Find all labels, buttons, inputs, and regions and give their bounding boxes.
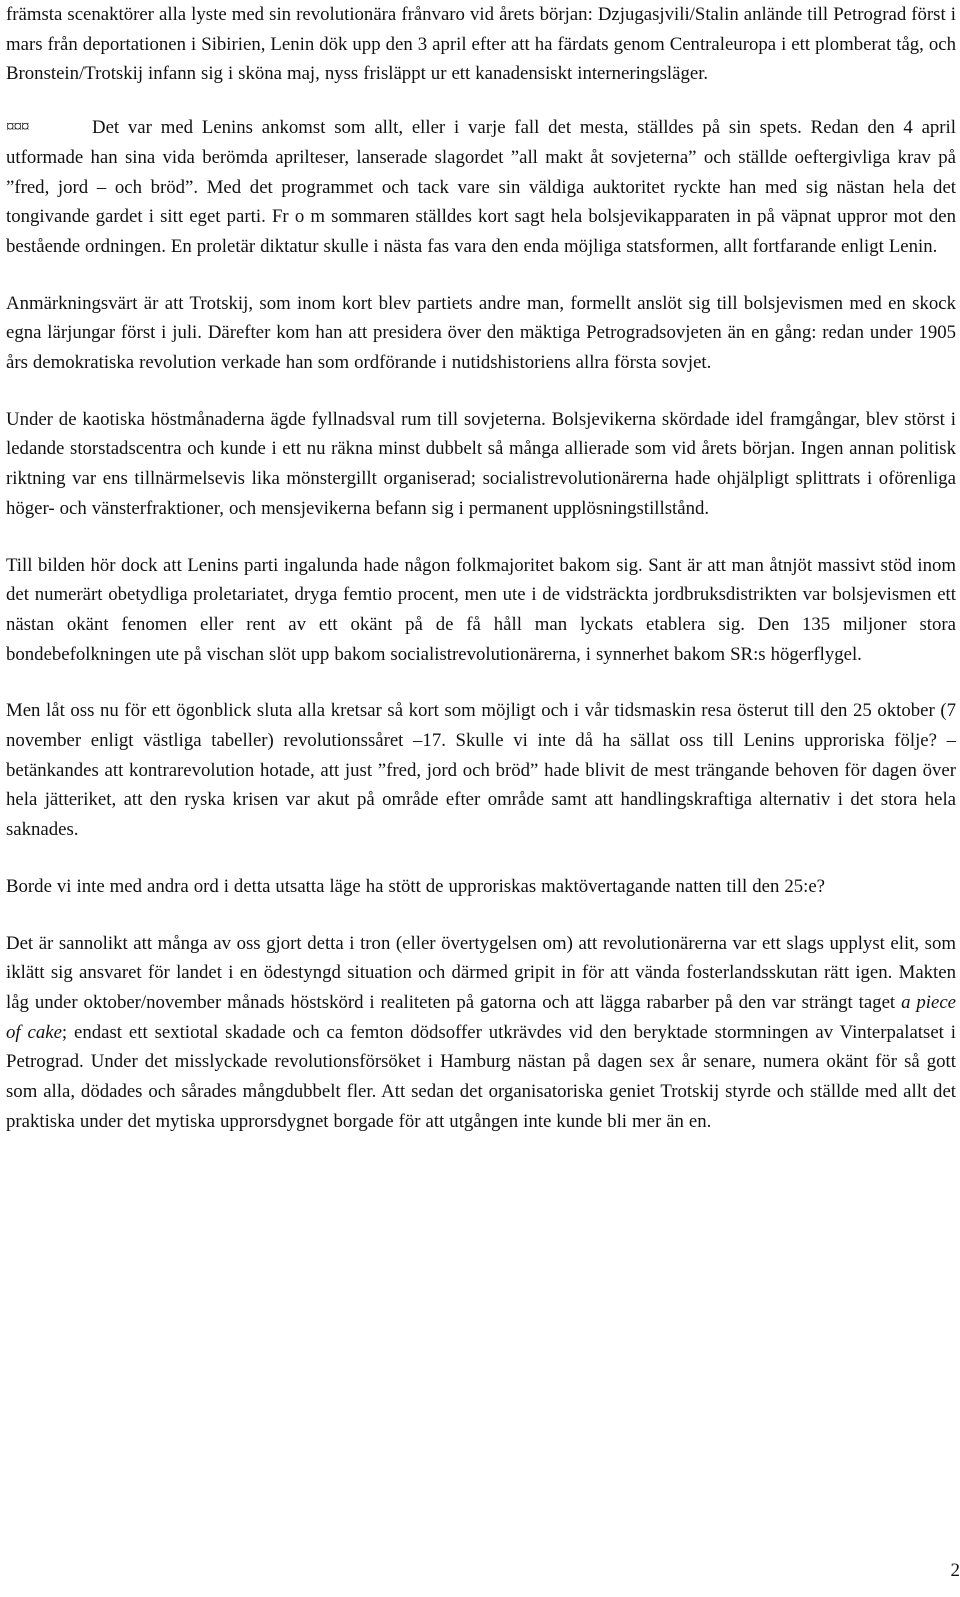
paragraph-6: Men låt oss nu för ett ögonblick sluta alla kretsar så kort som möjligt och i vår tidsmaskin resa österut till den 25 oktober (7 november enligt västliga tabeller) revolutionssåret –17. Skulle vi inte då ha sällat oss till Lenins upproriska följe? – betänkandes att kontrarevolution hotade, att just ”fred, jord och bröd” hade blivit de mest trängande behoven för dagen över hela jätteriket, att den ryska krisen var akut på område efter område samt att handlingskraftiga alternativ i det stora hela saknades. xyxy=(6,700,956,841)
section-ornament-icon: ¤¤¤ xyxy=(6,117,29,137)
paragraph-3: Anmärkningsvärt är att Trotskij, som inom kort blev partiets andre man, formellt anslöt sig till bolsjevismen med en skock egna lärjungar först i juli. Därefter kom han att presidera över den mäktiga Petrogradsovjeten än en gång: redan under 1905 års demokratiska revolution verkade han som ordförande i nutidshistoriens allra första sovjet. xyxy=(6,292,956,374)
page-number: 2 xyxy=(950,1560,960,1581)
paragraph-5: Till bilden hör dock att Lenins parti ingalunda hade någon folkmajoritet bakom sig. Sant är att man åtnjöt massivt stöd inom det numerärt obetydliga proletariatet, dryga femtio procent, men ute i de vidsträckta jordbruksdistrikten var bolsjevismen ett nästan okänt fenomen eller rent av ett okänt på de få håll man lyckats etablera sig. Den 135 miljoner stora bondebefolkningen ute på vischan slöt upp bakom socialistrevolutionärerna, i synnerhet bakom SR:s högerflygel. xyxy=(6,554,956,665)
paragraph-7: Borde vi inte med andra ord i detta utsatta läge ha stött de upproriskas maktövertagande natten till den 25:e? xyxy=(6,875,826,897)
paragraph-2 xyxy=(6,112,956,262)
paragraph-2-text: Det var med Lenins ankomst som allt, eller i varje fall det mesta, ställdes på sin spets. Redan den 4 april utformade han sina vida berömda aprilteser, lanserade slagordet ”all makt åt sovjeterna” och ställde oeftergivliga krav på ”fred, jord – och bröd”. Med det programmet och tack vare sin väldiga auktoritet ryckte han med sig nästan hela det tongivande gardet i sitt eget parti. Fr o m sommaren ställdes kort sagt hela bolsjevikapparaten in på väpnat uppror mot den bestående ordningen. En proletär diktatur skulle i nästa fas vara den enda möjliga statsformen, allt fortfarande enligt Lenin. xyxy=(6,117,956,257)
paragraph-4: Under de kaotiska höstmånaderna ägde fyllnadsval rum till sovjeterna. Bolsjevikerna skördade idel framgångar, blev störst i ledande storstadscentra och kunde i ett nu räkna minst dubbelt så många allierade som vid årets början. Ingen annan politisk riktning var ens tillnärmelsevis lika mönstergillt organiserad; socialistrevolutionärerna hade ohjälpligt splittrats i oförenliga höger- och vänsterfraktioner, och mensjevikerna befann sig i permanent upplösningstillstånd. xyxy=(6,408,956,519)
paragraph-8-italic-phrase: a piece of cake xyxy=(6,991,956,1043)
paragraph-8-text-start: Det är sannolikt att många av oss gjort detta i tron (eller övertygelsen om) att revolutionärerna var ett slags upplyst elit, som iklätt sig ansvaret för landet i en ödestyngd situation och därmed gripit in för att vända fosterlandsskutan rätt igen. Makten låg under oktober/november månads höstskörd i realiteten på gatorna och att lägga rabarber på den var strängt taget xyxy=(6,932,956,1013)
paragraph-8 xyxy=(6,929,956,1137)
document-page xyxy=(6,0,956,1164)
paragraph-1: främsta scenaktörer alla lyste med sin revolutionära frånvaro vid årets början: Dzjugasjvili/Stalin anlände till Petrograd först i mars från deportationen i Sibirien, Lenin dök upp den 3 april efter att ha färdats genom Centraleuropa i ett plomberat tåg, och Bronstein/Trotskij infann sig i sköna maj, nyss frisläppt ur ett kanadensiskt interneringsläger. xyxy=(6,4,956,85)
paragraph-8-text-end: ; endast ett sextiotal skadade och ca femton dödsoffer utkrävdes vid den beryktade stormningen av Vinterpalatset i Petrograd. Under det misslyckade revolutionsförsöket i Hamburg nästan på dagen sex år senare, numera okänt för så gott som alla, dödades och sårades mångdubbelt fler. Att sedan det organisatoriska geniet Trotskij styrde och ställde med allt det praktiska under det mytiska upprorsdygnet borgade för att utgången inte kunde bli mer än en. xyxy=(6,1021,956,1132)
